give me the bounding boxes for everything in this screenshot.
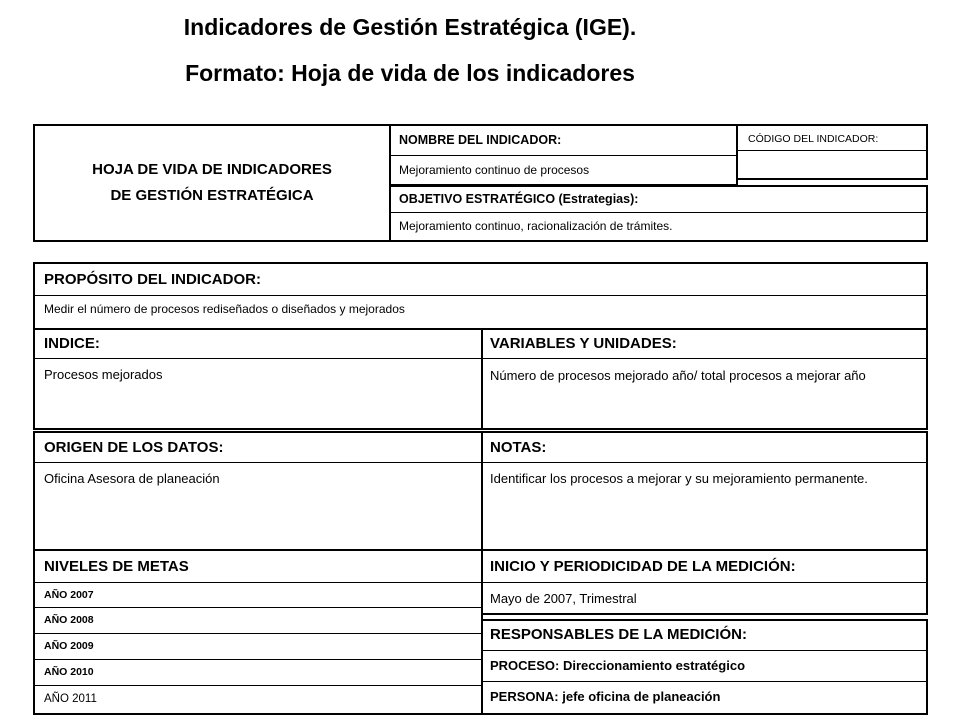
year-2011: AÑO 2011 — [44, 693, 97, 705]
origen-label: ORIGEN DE LOS DATOS: — [44, 439, 224, 456]
proposito-value: Medir el número de procesos rediseñados o diseñados y mejorados — [44, 302, 405, 316]
variables-label: VARIABLES Y UNIDADES: — [490, 335, 677, 352]
nombre-divider — [389, 155, 738, 156]
variables-divider — [481, 358, 928, 359]
niveles-label: NIVELES DE METAS — [44, 558, 189, 575]
origen-value: Oficina Asesora de planeación — [44, 471, 220, 486]
page-subtitle: Formato: Hoja de vida de los indicadores — [185, 60, 635, 86]
indice-divider — [33, 358, 483, 359]
responsables-divider-0 — [481, 650, 928, 651]
main-title-box — [33, 124, 391, 242]
variables-value: Número de procesos mejorado año/ total procesos a mejorar año — [490, 368, 866, 383]
page-title: Indicadores de Gestión Estratégica (IGE). — [183, 14, 637, 40]
origen-divider — [33, 462, 483, 463]
responsables-divider-1 — [481, 681, 928, 682]
year-2008: AÑO 2008 — [44, 614, 94, 626]
nombre-value: Mejoramiento continuo de procesos — [399, 163, 590, 177]
notas-value: Identificar los procesos a mejorar y su mejoramiento permanente. — [490, 471, 868, 486]
indice-label: INDICE: — [44, 335, 100, 352]
niveles-divider-3 — [33, 659, 483, 660]
niveles-divider-2 — [33, 633, 483, 634]
niveles-divider-4 — [33, 685, 483, 686]
main-title-line-2: DE GESTIÓN ESTRATÉGICA — [110, 187, 314, 204]
objetivo-label: OBJETIVO ESTRATÉGICO (Estrategias): — [399, 192, 639, 206]
year-2009: AÑO 2009 — [44, 640, 94, 652]
year-2007: AÑO 2007 — [44, 589, 94, 601]
main-title-line-1: HOJA DE VIDA DE INDICADORES — [92, 161, 332, 178]
inicio-divider — [481, 582, 928, 583]
notas-box — [481, 431, 928, 551]
responsables-persona: PERSONA: jefe oficina de planeación — [490, 689, 721, 704]
inicio-label: INICIO Y PERIODICIDAD DE LA MEDICIÓN: — [490, 558, 796, 575]
responsables-proceso: PROCESO: Direccionamiento estratégico — [490, 658, 746, 673]
niveles-divider-1 — [33, 607, 483, 608]
objetivo-value: Mejoramiento continuo, racionalización de trámites. — [399, 219, 673, 233]
nombre-label: NOMBRE DEL INDICADOR: — [399, 133, 562, 147]
proposito-label: PROPÓSITO DEL INDICADOR: — [44, 271, 261, 288]
year-2010: AÑO 2010 — [44, 666, 94, 678]
niveles-divider-0 — [33, 582, 483, 583]
notas-label: NOTAS: — [490, 439, 547, 456]
responsables-label: RESPONSABLES DE LA MEDICIÓN: — [490, 626, 747, 643]
codigo-label: CÓDIGO DEL INDICADOR: — [748, 133, 879, 145]
notas-divider — [481, 462, 928, 463]
codigo-divider — [736, 150, 928, 151]
indice-value: Procesos mejorados — [44, 367, 163, 382]
proposito-divider — [33, 295, 928, 296]
objetivo-divider — [389, 212, 928, 213]
inicio-value: Mayo de 2007, Trimestral — [490, 591, 637, 606]
